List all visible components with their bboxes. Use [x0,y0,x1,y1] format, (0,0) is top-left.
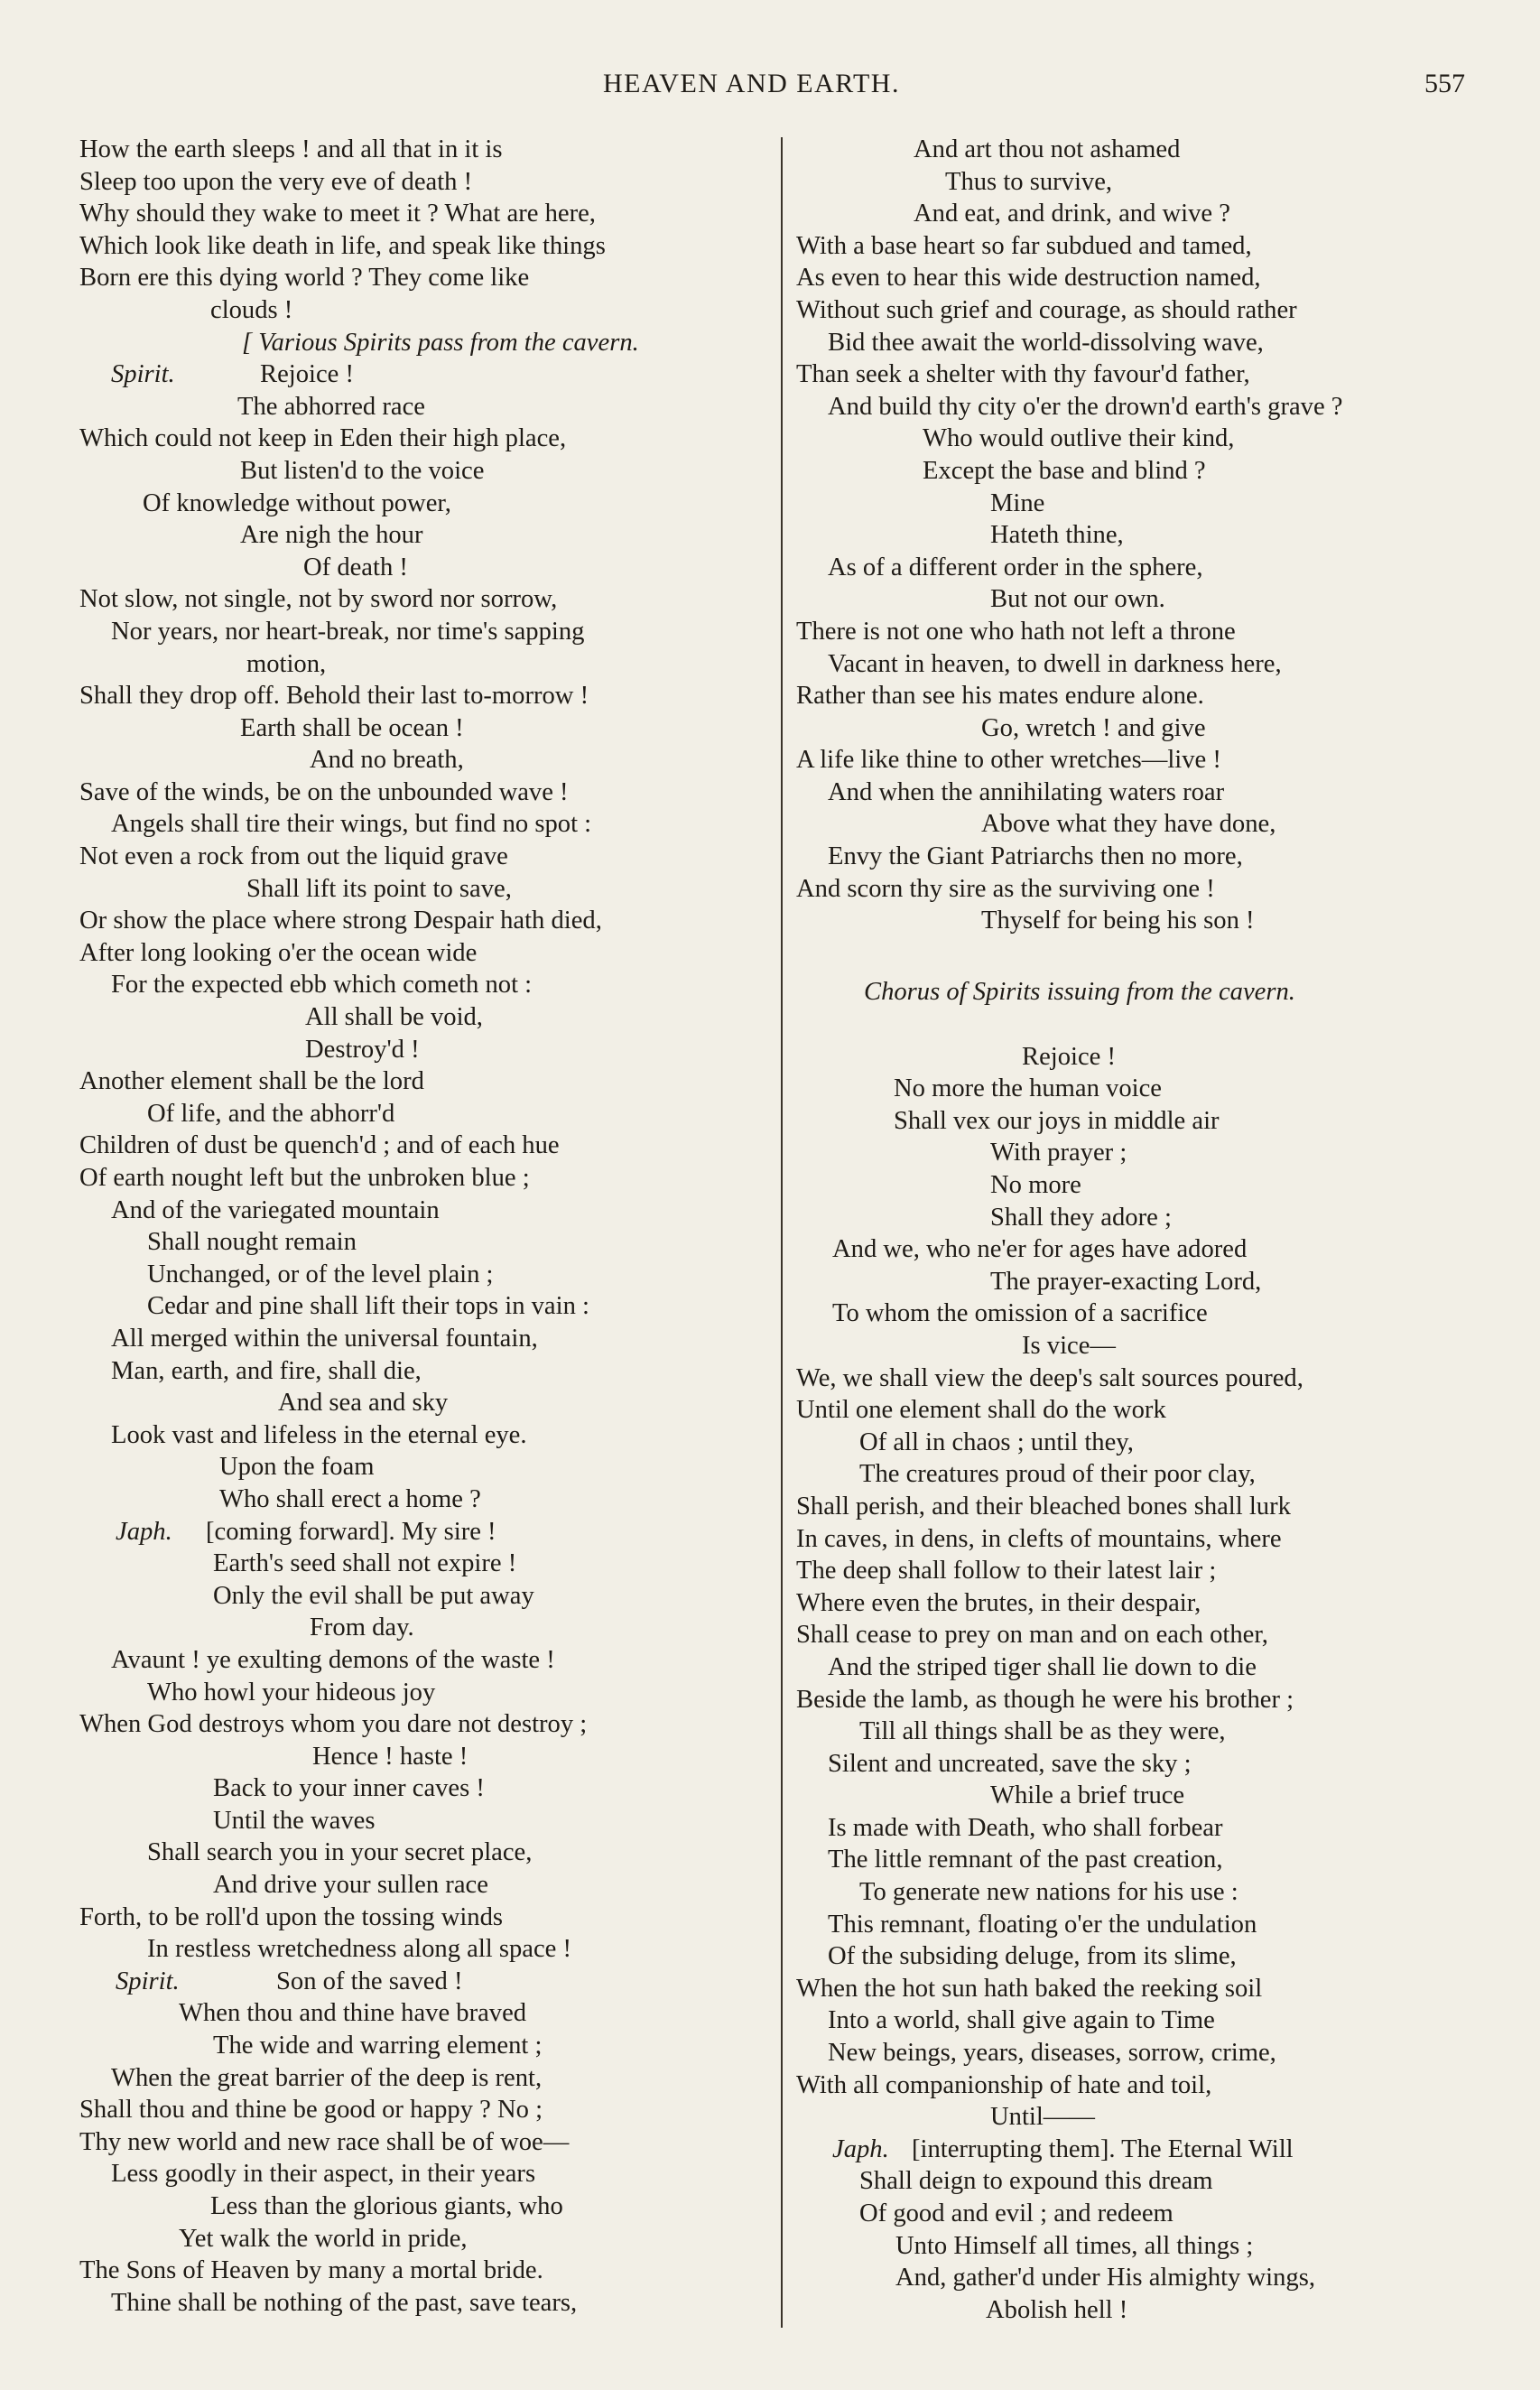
verse-line [796,1233,1464,1266]
verse-line [79,294,775,327]
line-text: And we, who ne'er for ages have adored [832,1235,1248,1264]
line-text: Silent and uncreated, save the sky ; [828,1749,1192,1778]
verse-line [79,1772,775,1805]
verse-line [79,2255,775,2287]
line-text: Of life, and the abhorr'd [147,1099,395,1128]
line-text: Yet walk the world in pride, [179,2224,468,2253]
line-text: Vacant in heaven, to dwell in darkness here, [828,649,1282,678]
verse-line [796,2230,1464,2263]
line-text: In caves, in dens, in clefts of mountains, where [796,1524,1282,1553]
line-text: In restless wretchedness along all space ! [147,1935,572,1964]
verse-line [796,1812,1464,1845]
verse-line [796,680,1464,712]
line-text: Until—— [990,2103,1095,2132]
verse-line [796,1266,1464,1298]
verse-line [79,230,775,263]
line-text: Sleep too upon the very eve of death ! [79,167,473,196]
line-text: The Sons of Heaven by many a mortal bride. [79,2256,543,2285]
line-text: Thine shall be nothing of the past, save tears, [111,2288,578,2317]
verse-line [796,327,1464,359]
page-header [0,69,1540,108]
line-text: Is vice— [1022,1331,1117,1360]
line-text: The prayer-exacting Lord, [990,1267,1262,1296]
stanza-gap [796,937,1464,970]
stanza-gap [796,1009,1464,1041]
line-text: And when the annihilating waters roar [828,777,1225,806]
right-column [796,134,1464,2326]
line-text: Of good and evil ; and redeem [859,2199,1174,2227]
line-text: As even to hear this wide destruction named, [796,264,1261,293]
verse-line [796,134,1464,166]
verse-line [796,1555,1464,1587]
verse-line [79,2287,775,2320]
line-text: No more the human voice [894,1074,1162,1103]
line-text: Bid thee await the world-dissolving wave, [828,328,1264,357]
verse-line [796,488,1464,520]
verse-line [796,1651,1464,1684]
page-number: 557 [1424,69,1465,98]
verse-line [796,2198,1464,2230]
line-text: Shall search you in your secret place, [147,1838,533,1867]
line-text: And build thy city o'er the drown'd earth's grave ? [828,392,1343,421]
verse-line [79,905,775,937]
speaker-name: Japh. [116,1517,172,1546]
line-text: And scorn thy sire as the surviving one ! [796,874,1215,903]
line-text: Thyself for being his son ! [981,907,1255,935]
line-text: Thus to survive, [945,167,1113,196]
verse-line [79,1387,775,1419]
line-text: Shall they adore ; [990,1203,1172,1232]
line-text: New beings, years, diseases, sorrow, crime, [828,2039,1276,2068]
verse-line [796,552,1464,584]
line-text: We, we shall view the deep's salt sources poured, [796,1363,1303,1392]
speaker-name: Spirit. [111,360,175,389]
verse-line [79,744,775,777]
verse-line [79,583,775,616]
line-text: [interrupting them]. The Eternal Will [912,2134,1294,2163]
verse-line [796,2069,1464,2102]
verse-line [79,1902,775,1934]
line-text: Unchanged, or of the level plain ; [147,1260,494,1288]
line-text: Forth, to be roll'd upon the tossing winds [79,1902,504,1931]
line-text: Rejoice ! [260,360,355,389]
verse-line [79,969,775,1001]
line-text: As of a different order in the sphere, [828,553,1203,581]
verse-line [796,1394,1464,1427]
verse-line [796,583,1464,616]
verse-line [79,2126,775,2159]
line-text: But listen'd to the voice [240,456,485,485]
verse-line [79,1290,775,1323]
verse-line [79,1355,775,1388]
verse-line [79,1323,775,1355]
line-text: Who would outlive their kind, [923,424,1235,453]
verse-line [796,423,1464,455]
line-text: Look vast and lifeless in the eternal eye. [111,1420,527,1449]
stage-direction [796,976,1464,1009]
verse-line [79,841,775,873]
verse-line [79,198,775,230]
line-text: Of knowledge without power, [143,488,451,517]
verse-line [79,680,775,712]
line-text: Shall nought remain [147,1228,357,1257]
line-text: A life like thine to other wretches—live ! [796,746,1221,775]
verse-line [796,616,1464,648]
line-text: When thou and thine have braved [179,1999,527,2028]
line-text: Unto Himself all times, all things ; [895,2231,1254,2260]
verse-line [796,712,1464,745]
line-text: The creatures proud of their poor clay, [859,1460,1256,1489]
speaker-name: Spirit. [116,1967,180,1995]
line-text: The deep shall follow to their latest lair ; [796,1557,1217,1586]
line-text: Till all things shall be as they were, [859,1717,1226,1746]
speaker-name: Japh. [832,2134,889,2163]
line-text: No more [990,1171,1081,1199]
verse-line [79,1259,775,1291]
line-text: And no breath, [310,746,464,775]
verse-line [796,1362,1464,1395]
verse-line [79,1548,775,1580]
verse-line [79,616,775,648]
verse-line [79,423,775,455]
line-text: When the hot sun hath baked the reeking soil [796,1974,1263,2003]
verse-line [796,1587,1464,1620]
verse-line [79,2223,775,2255]
line-text: Of the subsiding deluge, from its slime, [828,1942,1237,1971]
line-text: Thy new world and new race shall be of woe— [79,2127,570,2156]
line-text: Where even the brutes, in their despair, [796,1588,1201,1617]
verse-line [796,455,1464,488]
verse-line [79,1708,775,1741]
line-text: All shall be void, [305,1003,483,1032]
line-text: Rejoice ! [1022,1042,1117,1071]
line-text: To whom the omission of a sacrifice [832,1299,1208,1328]
line-text: Save of the winds, be on the unbounded wave ! [79,777,569,806]
verse-line [79,1065,775,1098]
line-text: Son of the saved ! [276,1967,463,1995]
line-text: Cedar and pine shall lift their tops in vain : [147,1292,589,1321]
line-text: Mine [990,488,1045,517]
line-text: Shall lift its point to save, [246,874,512,903]
verse-line [79,1805,775,1837]
verse-line [796,1523,1464,1556]
running-title: HEAVEN AND EARTH. [603,69,900,98]
verse-line [79,2158,775,2190]
line-text: When God destroys whom you dare not destroy ; [79,1710,588,1739]
verse-line [796,1137,1464,1169]
verse-line [796,2134,1464,2166]
verse-line [796,2165,1464,2198]
verse-line [79,648,775,681]
verse-line [796,1458,1464,1491]
verse-line [796,2037,1464,2069]
verse-line [796,519,1464,552]
line-text: clouds ! [210,295,293,324]
verse-line [79,262,775,294]
verse-line [79,1001,775,1034]
line-text: Angels shall tire their wings, but find no spot : [111,810,592,839]
line-text: Not even a rock from out the liquid grave [79,842,508,871]
line-text: [ Various Spirits pass from the cavern. [242,328,639,357]
verse-line [79,2062,775,2095]
verse-line [796,294,1464,327]
verse-line [796,391,1464,423]
verse-line [796,1876,1464,1909]
verse-line [79,1162,775,1195]
verse-line [79,1966,775,1998]
line-text: After long looking o'er the ocean wide [79,938,478,967]
verse-line [79,391,775,423]
verse-line [796,1844,1464,1876]
line-text: Rather than see his mates endure alone. [796,682,1204,711]
line-text: Born ere this dying world ? They come like [79,264,530,293]
verse-line [79,873,775,906]
verse-line [79,1419,775,1452]
verse-line [796,841,1464,873]
line-text: Who shall erect a home ? [219,1484,481,1513]
verse-line [79,1195,775,1227]
verse-line [796,1716,1464,1748]
line-text: Another element shall be the lord [79,1067,424,1096]
verse-line [79,134,775,166]
verse-line [796,1169,1464,1202]
verse-line [796,230,1464,263]
verse-line [796,166,1464,199]
line-text: motion, [246,649,327,678]
verse-line [796,2294,1464,2327]
line-text: The little remnant of the past creation, [828,1846,1223,1874]
line-text: Of all in chaos ; until they, [859,1427,1134,1456]
line-text: Of death ! [303,553,408,581]
line-text: Except the base and blind ? [923,456,1206,485]
line-text: Above what they have done, [981,810,1276,839]
line-text: Shall they drop off. Behold their last to-morrow ! [79,682,589,711]
verse-line [796,1909,1464,1941]
line-text: Shall deign to expound this dream [859,2167,1213,2196]
column-divider [781,137,783,2328]
verse-line [79,1098,775,1130]
line-text: Back to your inner caves ! [213,1774,485,1803]
verse-line [796,1427,1464,1459]
line-text: When the great barrier of the deep is rent, [111,2063,543,2092]
line-text: Are nigh the hour [240,521,423,550]
line-text: Envy the Giant Patriarchs then no more, [828,842,1243,871]
line-text: Children of dust be quench'd ; and of each hue [79,1131,560,1160]
verse-line [796,2004,1464,2037]
line-text: Shall perish, and their bleached bones shall lurk [796,1492,1291,1520]
line-text: Or show the place where strong Despair hath died, [79,907,602,935]
verse-line [79,2190,775,2223]
line-text: With a base heart so far subdued and tamed, [796,231,1252,260]
verse-line [79,1034,775,1066]
verse-line [796,1202,1464,1234]
line-text: Without such grief and courage, as should rather [796,295,1297,324]
line-text: Less than the glorious giants, who [210,2192,563,2220]
verse-line [796,2101,1464,2134]
verse-line [79,1516,775,1548]
verse-line [796,1073,1464,1105]
verse-line [796,1780,1464,1812]
left-column [79,134,775,2319]
line-text: And drive your sullen race [213,1871,488,1900]
line-text: While a brief truce [990,1781,1185,1810]
verse-line [796,1105,1464,1138]
line-text: Beside the lamb, as though he were his brother ; [796,1685,1294,1714]
line-text: And, gather'd under His almighty wings, [895,2264,1315,2292]
verse-line [79,712,775,745]
line-text: Why should they wake to meet it ? What are here, [79,200,596,228]
verse-line [79,1741,775,1773]
verse-line [796,2262,1464,2294]
verse-line [796,1491,1464,1523]
line-text: How the earth sleeps ! and all that in it is [79,135,503,163]
verse-line [796,262,1464,294]
verse-line [79,777,775,809]
line-text: Earth shall be ocean ! [240,713,464,742]
line-text: Than seek a shelter with thy favour'd father, [796,360,1250,389]
verse-line [796,198,1464,230]
verse-line [796,1041,1464,1074]
line-text: Shall cease to prey on man and on each other, [796,1621,1268,1650]
verse-line [79,808,775,841]
line-text: Is made with Death, who shall forbear [828,1813,1223,1842]
line-text: Hence ! haste ! [312,1742,468,1771]
line-text: And the striped tiger shall lie down to die [828,1652,1257,1681]
verse-line [79,1130,775,1162]
verse-line [796,1973,1464,2005]
verse-line [79,2030,775,2062]
verse-line [796,1748,1464,1781]
verse-line [79,519,775,552]
line-text: For the expected ebb which cometh not : [111,971,533,1000]
verse-line [79,488,775,520]
line-text: With all companionship of hate and toil, [796,2070,1212,2099]
line-text: Until one element shall do the work [796,1396,1166,1425]
verse-line [79,1644,775,1677]
line-text: Avaunt ! ye exulting demons of the waste ! [111,1645,555,1674]
verse-line [79,1997,775,2030]
verse-line [79,1933,775,1966]
line-text: Man, earth, and fire, shall die, [111,1356,422,1385]
verse-line [79,1612,775,1644]
line-text: Upon the foam [219,1453,375,1482]
verse-line [79,1226,775,1259]
line-text: The abhorred race [237,392,425,421]
line-text: With prayer ; [990,1139,1127,1167]
line-text: Until the waves [213,1806,376,1835]
verse-line [79,2094,775,2126]
line-text: Nor years, nor heart-break, nor time's sapping [111,617,585,646]
line-text: Not slow, not single, not by sword nor sorrow, [79,585,558,614]
line-text: Earth's seed shall not expire ! [213,1549,517,1578]
verse-line [79,1580,775,1613]
line-text: Less goodly in their aspect, in their years [111,2160,536,2189]
verse-line [796,905,1464,937]
verse-line [796,1940,1464,1973]
line-text: [coming forward]. My sire ! [206,1517,496,1546]
line-text: Of earth nought left but the unbroken blue ; [79,1164,530,1192]
line-text: Shall vex our joys in middle air [894,1106,1220,1135]
line-text: Into a world, shall give again to Time [828,2006,1215,2035]
line-text: There is not one who hath not left a throne [796,617,1236,646]
verse-line [796,648,1464,681]
verse-line [796,1330,1464,1362]
verse-line [79,1837,775,1869]
verse-line [796,1619,1464,1651]
line-text: Which look like death in life, and speak like things [79,231,606,260]
line-text: This remnant, floating o'er the undulation [828,1910,1257,1939]
verse-line [79,1483,775,1516]
stage-direction [79,327,775,359]
line-text: To generate new nations for his use : [859,1878,1238,1907]
line-text: The wide and warring element ; [213,2032,543,2060]
line-text: But not our own. [990,585,1165,614]
line-text: And sea and sky [278,1389,449,1418]
verse-line [79,455,775,488]
line-text: Hateth thine, [990,521,1124,550]
line-text: All merged within the universal fountain, [111,1324,538,1353]
verse-line [79,937,775,970]
line-text: Abolish hell ! [986,2295,1128,2324]
verse-line [796,1297,1464,1330]
line-text: And eat, and drink, and wive ? [914,200,1230,228]
line-text: Go, wretch ! and give [981,713,1206,742]
line-text: And of the variegated mountain [111,1195,440,1224]
verse-line [796,1684,1464,1716]
line-text: Destroy'd ! [305,1035,420,1064]
line-text: And art thou not ashamed [914,135,1181,163]
verse-line [79,166,775,199]
verse-line [79,1677,775,1709]
verse-line [79,552,775,584]
verse-line [796,808,1464,841]
line-text: Which could not keep in Eden their high place, [79,424,567,453]
line-text: From day. [310,1613,414,1642]
line-text: Who howl your hideous joy [147,1678,436,1706]
line-text: Chorus of Spirits issuing from the cavern. [864,978,1295,1007]
verse-line [79,358,775,391]
line-text: Only the evil shall be put away [213,1581,534,1610]
verse-line [796,873,1464,906]
verse-line [796,777,1464,809]
verse-line [79,1869,775,1902]
verse-line [796,358,1464,391]
verse-line [796,744,1464,777]
verse-line [79,1451,775,1483]
line-text: Shall thou and thine be good or happy ? No ; [79,2096,543,2125]
